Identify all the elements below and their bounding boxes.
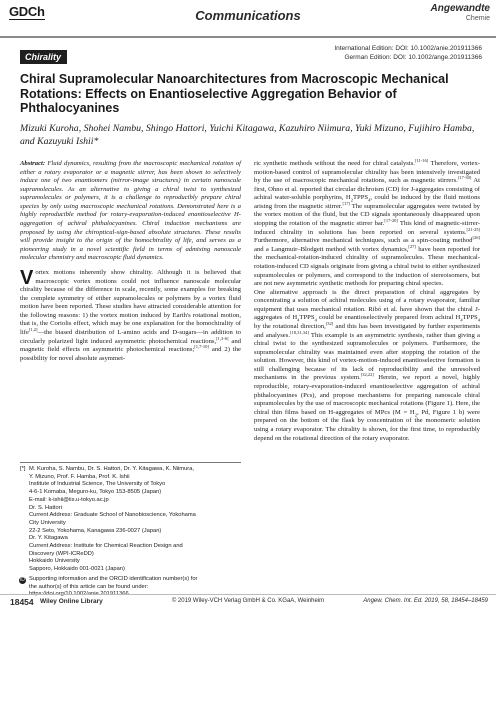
left-column bbox=[20, 160, 241, 363]
abstract bbox=[20, 160, 241, 263]
publisher-logo: GDCh bbox=[9, 4, 45, 19]
journal-citation: Angew. Chem. Int. Ed. 2019, 58, 18454–18459 bbox=[363, 598, 488, 604]
supporting-info-line: the author(s) of this article can be found under: bbox=[29, 583, 149, 590]
page-number: 18454 bbox=[10, 597, 34, 607]
affiliation-line: Hokkaido University bbox=[29, 558, 80, 565]
right-column bbox=[254, 157, 481, 443]
citation-ref[interactable]: [21-25] bbox=[466, 226, 480, 232]
citation-ref[interactable]: [1,7-10] bbox=[194, 343, 209, 349]
citation-ref[interactable]: [1,2] bbox=[28, 326, 38, 332]
footer-divider bbox=[0, 594, 496, 595]
category-badge: Chirality bbox=[20, 50, 67, 64]
page-footer bbox=[0, 597, 496, 611]
citation-ref[interactable]: [27] bbox=[408, 243, 416, 249]
affiliation-lines bbox=[20, 466, 241, 599]
orcid-icon[interactable]: iD bbox=[20, 576, 25, 583]
citation-ref[interactable]: [17-30] bbox=[457, 174, 472, 180]
affiliation-line: 4-6-1 Komaba, Meguro-ku, Tokyo 153-8505 (Japan) bbox=[29, 489, 162, 496]
doi-german[interactable]: German Edition: DOI: 10.1002/ange.201911366 bbox=[344, 54, 482, 61]
section-title: Communications bbox=[195, 8, 301, 23]
author-affiliations bbox=[20, 466, 241, 599]
supporting-info-line: Supporting information and the ORCID identification number(s) for bbox=[29, 575, 198, 582]
author-list: Mizuki Kuroha, Shohei Nambu, Shingo Hattori, Yuichi Kitagawa, Kazuhiro Niimura, Yuki Mizuno, Fujihiro Hamba, and Kazuyuki Ishii* bbox=[20, 123, 475, 147]
footnote-divider bbox=[20, 462, 241, 463]
article-title: Chiral Supramolecular Nanoarchitectures from Macroscopic Mechanical Rotations: Effects on Enantioselective Aggregation Behavior of Phthalocyanines bbox=[20, 72, 449, 115]
wiley-online-library-link[interactable]: Wiley Online Library bbox=[40, 598, 103, 605]
citation-ref[interactable]: [32,22] bbox=[360, 372, 374, 378]
citation-ref[interactable]: [1,3-6] bbox=[216, 335, 229, 341]
affiliation-line: Discovery (WPI-ICReDD) bbox=[29, 550, 94, 557]
copyright-notice: © 2019 Wiley-VCH Verlag GmbH & Co. KGaA, Weinheim bbox=[171, 598, 325, 604]
affiliation-line: Sapporo, Hokkaido 001-0021 (Japan) bbox=[29, 566, 125, 573]
journal-logo: Angewandte bbox=[430, 3, 490, 14]
affiliation-line: Dr. Y. Kitagawa bbox=[29, 535, 68, 542]
citation-ref[interactable]: [17] bbox=[342, 200, 350, 206]
citation-ref[interactable]: [26] bbox=[472, 234, 480, 240]
affiliation-line: 22-2 Seto, Yokohama, Kanagawa 236-0027 (Japan) bbox=[29, 527, 162, 534]
abstract-label: Abstract: bbox=[20, 160, 46, 167]
supporting-info-note bbox=[20, 575, 241, 599]
footnote-mark: [*] bbox=[20, 466, 26, 472]
citation-ref[interactable]: [17-20] bbox=[384, 217, 398, 223]
citation-ref[interactable]: [18,31,34] bbox=[290, 329, 309, 335]
affiliation-line: Institute of Industrial Science, The University of Tokyo bbox=[29, 481, 166, 488]
citation-ref[interactable]: [11-16] bbox=[414, 157, 429, 163]
drop-cap: V bbox=[20, 266, 34, 289]
header-divider bbox=[0, 36, 496, 38]
affiliation-line: M. Kuroha, S. Nambu, Dr. S. Hattori, Dr. Y. Kitagawa, K. Niimura, bbox=[29, 466, 195, 472]
affiliation-line: City University bbox=[29, 519, 66, 526]
email-link[interactable]: E-mail: k-ishii@iis.u-tokyo.ac.jp bbox=[29, 496, 109, 503]
citation-ref[interactable]: [32] bbox=[325, 320, 334, 326]
affiliation-line: Y. Mizuno, Prof. F. Hamba, Prof. K. Ishii bbox=[29, 473, 130, 480]
body-paragraph: One alternative approach is the direct preparation of chiral aggregates by concentrating a solution of achiral molecules using of a rotary evaporator, familiar equipment that uses mechanical rotation. Ribó et al. have shown that the chiral J-aggregates of $H_4TPPS_4$ could be enantioselectively prepared from achiral $H_4TPPS_4$ by the rotational direction,[32] and this has been investigated by further experiments and analyses.[18,31,34] This example is an asymmetric synthesis, rather than giving a chiral twist to the synthesized supramolecules or polymers. Furthermore, the supramolecular chirality was maintained even after stopping the rotation of the solution. However, this kind of vortex-motion-induced enantioselective formation is still challenging because of its lack of reproducibility and the unresolved mechanisms in the previous system.[32,22] Herein, we report a novel, highly reproducible, rotary-evaporation-induced enantioselective aggregation of achiral phthalocyanines (Pcs), and propose mechanisms for preparing nanoscale chiral supramolecules by the use of macroscopic mechanical rotations (Figure 1). Here, the chiral thin films based on H-aggregates of MPcs ($M = H_2$, Pd, Figure 1 b) were prepared on the bottom of the flask by concentration of the monomeric solution using a rotary evaporator. The chirality is shown, for the first time, to reproducibly depend on the rotational direction of the rotary evaporator. bbox=[254, 288, 480, 442]
affiliation-line: Current Address: Graduate School of Nanobioscience, Yokohama bbox=[29, 512, 196, 519]
doi-international[interactable]: International Edition: DOI: 10.1002/anie.201911366 bbox=[334, 45, 482, 52]
intro-paragraph: Vortex motions inherently show chirality. Although it is believed that macroscopic vortex motions could not influence nanoscale molecular chirality because of the difference in scale, recently, some examples for breaking the complete symmetry of either supramolecules or polymers by a vortex fluid motion have been reported. These studies have attracted considerable attention for the following reasons: 1) the vortex motion induced by Earth's rotational motion, that is, the Coriolis effect, which may be one explanation for the homochirality of life[1,2]—the biased distribution of L-amino acids and D-sugars—in addition to circularly polarized light induced asymmetric photochemical reactions,[1,3-6] and magnetic field effects on asymmetric photochemical reactions;[1,7-10] and 2) the possibility for novel absolute asymmet- bbox=[20, 266, 241, 362]
abstract-text: Fluid dynamics, resulting from the macroscopic mechanical rotation of either a rotary evaporator or a magnetic stirrer, has been shown to selectively induce one of two enantiomers (mirror-image structures) in certain nanoscale supramolecules. As an alternative to giving a chiral twist to synthesized supramolecules or polymers, it is a challenge to reproducibly prepare chiral species by only using macroscopic mechanical rotations. Demonstrated here is a highly reproducible method for rotary-evaporation-induced enantioselective H-aggregation of achiral phthalocyanines. Chiral induction mechanisms are proposed by using the chiroptical-sign-based absolute structures. These results will provide insight to the origin of the homochirality of life, and serves as a pioneering study in a novel scientific field in terms of admixing nanoscale molecular chemistry and macroscopic fluid dynamics. bbox=[20, 160, 241, 262]
affiliation-line: Dr. S. Hattori bbox=[29, 504, 62, 511]
body-paragraph: ric synthetic methods without the need for chiral catalysts.[11-16] Therefore, vortex-motion-based control of supramolecular chirality has been intensively investigated by the use of macroscopic mechanical rotations, such as magnetic stirrers.[17-30] At first, Ohno et al. reported that circular dichroism (CD) for J-aggregates consisting of achiral water-soluble porphyrins, $H_2TPPS_4$, could be induced by the fluid motions arising from the magnetic stirrer.[17] The supramolecular aggregates were twisted by the vortex motion of the fluid, but the CD signals spontaneously disappeared upon stopping the rotation of the magnetic stirrer bar.[17-20] This kind of magnetic-stirrer-induced chirality in solutions has been reported on several systems.[21-25] Furthermore, alternative mechanical techniques, such as a spin-coating method[26] and a Langmuir–Blodgett method with vortex dynamics,[27] have been reported for the mechanical-rotation-induced chirality of supramolecules. These mechanical-rotation-induced CD signals originate from giving a chiral twist to either synthesized supramolecules or polymers, and correspond to the induction of stereoisomers, but are not new asymmetric synthetic methods for preparing chiral species. bbox=[254, 157, 481, 288]
doi-block bbox=[260, 44, 482, 62]
journal-logo-subtitle: Chemie bbox=[465, 15, 490, 22]
affiliation-line: Current Address: Institute for Chemical Reaction Design and bbox=[29, 543, 183, 550]
